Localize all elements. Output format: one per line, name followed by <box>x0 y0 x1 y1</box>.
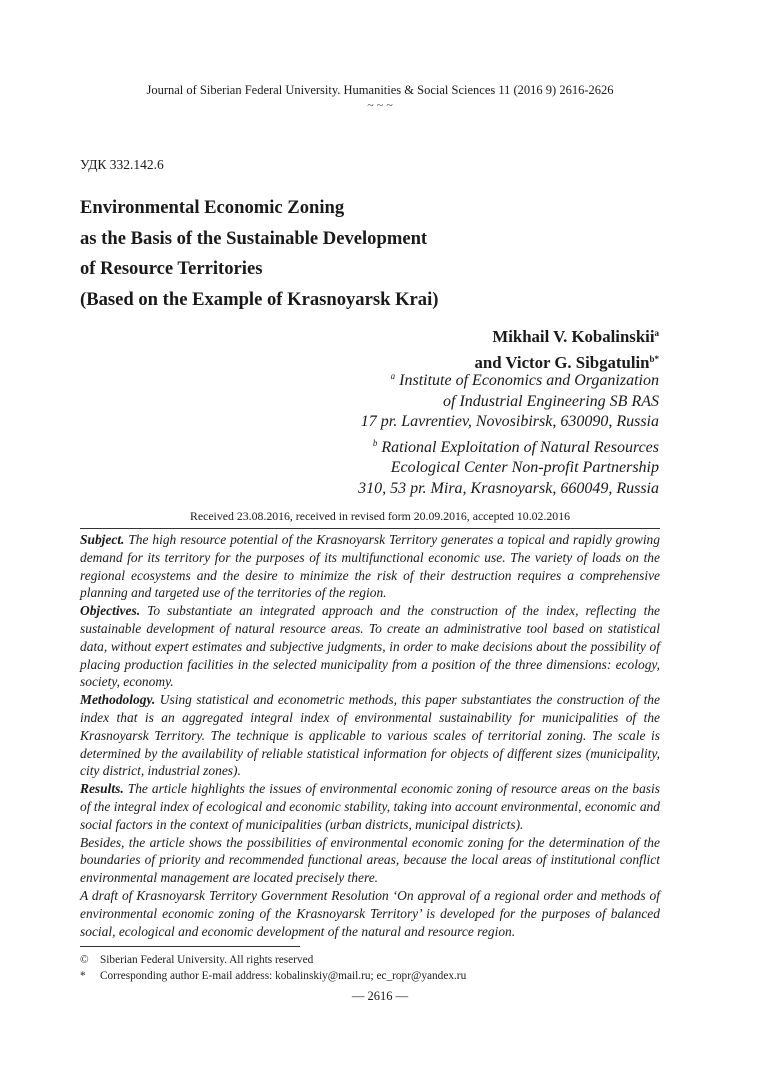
author-1 <box>474 322 659 348</box>
affiliation-a-line-3: 17 pr. Lavrentiev, Novosibirsk, 630090, Russia <box>360 413 659 430</box>
title-line-4: (Based on the Example of Krasnoyarsk Krai) <box>80 288 439 310</box>
author-2-name: and Victor G. Sibgatulin <box>474 353 650 372</box>
abstract-results <box>80 780 660 833</box>
page-number: — 2616 — <box>351 989 409 1003</box>
author-2-mark: b* <box>649 354 659 364</box>
udk-code: УДК 332.142.6 <box>80 157 164 172</box>
abstract-subject <box>80 531 660 602</box>
abstract-objectives <box>80 602 660 691</box>
corresponding-footnote <box>80 969 680 985</box>
received-dates: Received 23.08.2016, received in revised form 20.09.2016, accepted 10.02.2016 <box>189 509 570 523</box>
abstract-draft: A draft of Krasnoyarsk Territory Government Resolution ‘On approval of a regional order and methods of environmental economic zoning of the Krasnoyarsk Territory’ is developed for the purposes of balanced social, ecological and economic development of the natural and resource region. <box>80 887 660 939</box>
title-line-2: as the Basis of the Sustainable Development <box>80 227 428 249</box>
objectives-label: Objectives. <box>80 603 141 619</box>
abstract <box>80 531 660 940</box>
affiliation-a-text-1: Institute of Economics and Organization <box>399 372 659 389</box>
results-text: The article highlights the issues of environmental economic zoning of resource areas on the basis of the integral index of ecological and economic stability, taking into account environmental, economic and social factors in the context of municipalities (urban districts, municipal districts). <box>80 781 660 832</box>
journal-header: Journal of Siberian Federal University. Humanities & Social Sciences 11 (2016 9) 2616-2626 <box>146 83 614 97</box>
subject-text: The high resource potential of the Krasnoyarsk Territory generates a topical and rapidly growing demand for its territory for the purposes of its multifunctional economic use. The variety of loads on the regional ecosystems and the desire to minimize the risk of their destruction requires a comprehensive planning and targeted use of the territories of the region. <box>80 532 660 601</box>
methodology-text: Using statistical and econometric methods, this paper substantiates the construction of the index that is an aggregated integral index of environmental sustainability for municipalities of the Krasnoyarsk Territory. The technique is applicable to various scales of territorial zoning. The scale is determined by the availability of reliable statistical information for objects of different sizes (municipality, city district, industrial zones). <box>80 692 660 779</box>
copyright-footnote <box>80 953 680 969</box>
affiliation-a-line-1 <box>358 366 659 392</box>
abstract-methodology <box>80 691 660 780</box>
abstract-divider <box>80 528 660 529</box>
affiliation-a-mark: a <box>390 371 396 381</box>
methodology-label: Methodology. <box>80 692 156 708</box>
title-line-3: of Resource Territories <box>80 258 263 279</box>
corresponding-text: Corresponding author E-mail address: kobalinskiy@mail.ru; ec_ropr@yandex.ru <box>100 969 467 982</box>
author-1-mark: a <box>654 328 659 338</box>
affiliation-a-line-2: of Industrial Engineering SB RAS <box>443 392 659 410</box>
affiliations-block <box>358 366 659 499</box>
author-1-name: Mikhail V. Kobalinskii <box>492 327 655 346</box>
footnotes <box>80 953 680 984</box>
copyright-text: Siberian Federal University. All rights reserved <box>100 954 314 966</box>
title-line-1: Environmental Economic Zoning <box>80 197 345 218</box>
header-ornament: ~ ~ ~ <box>367 98 393 112</box>
affiliation-b-line-3: 310, 53 pr. Mira, Krasnoyarsk, 660049, Russia <box>358 479 659 497</box>
affiliation-b-text-1: Rational Exploitation of Natural Resources <box>381 438 659 456</box>
abstract-besides: Besides, the article shows the possibilities of environmental economic zoning for the determination of the boundaries of priority and recommended functional areas, because the local areas of institutional conflict environmental management are located precisely there. <box>80 834 660 886</box>
subject-label: Subject. <box>80 532 125 547</box>
results-label: Results. <box>80 781 124 797</box>
footnote-divider <box>80 946 300 947</box>
article-title <box>80 193 680 315</box>
copyright-mark: © <box>80 954 89 966</box>
affiliation-b-mark: b <box>372 437 378 448</box>
corresponding-mark: * <box>80 969 86 982</box>
affiliation-b-line-2: Ecological Center Non-profit Partnership <box>390 459 659 476</box>
objectives-text: To substantiate an integrated approach and the construction of the index, reflecting the sustainable development of natural resource areas. To create an administrative tool based on statistical data, without expert estimates and subjective judgments, in order to make decisions about the possibility of placing production facilities in the selected municipality from a position of the three dimensions: ecology, society, economy. <box>80 603 660 690</box>
affiliation-b-line-1 <box>358 433 659 459</box>
